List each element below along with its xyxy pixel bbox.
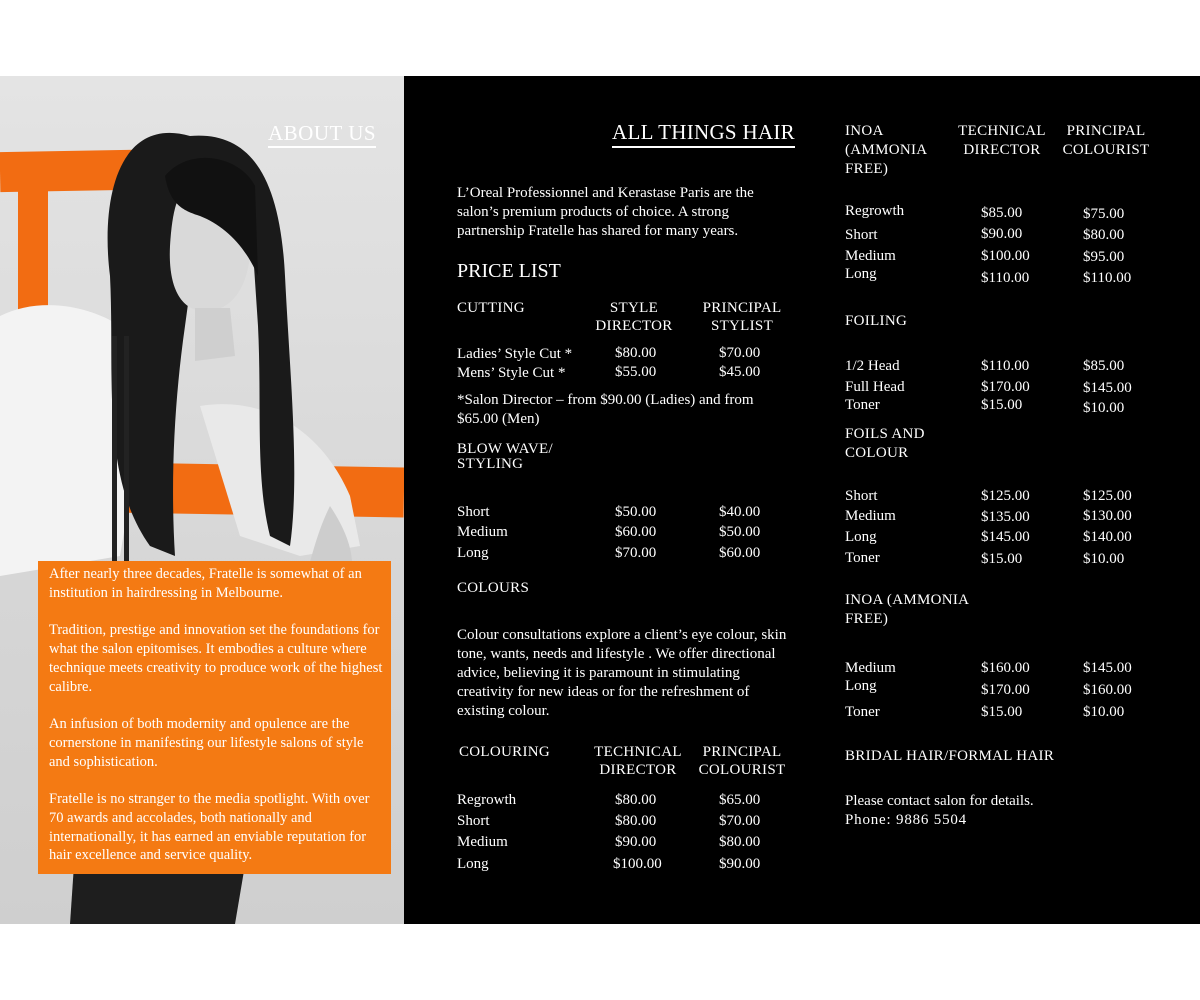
- price-value: $125.00: [1083, 488, 1132, 504]
- price-value: $90.00: [719, 856, 761, 872]
- price-value: $90.00: [615, 834, 657, 850]
- price-value: $15.00: [981, 551, 1023, 567]
- price-item-name: Long: [457, 856, 489, 872]
- about-us-title: ABOUT US: [268, 122, 376, 148]
- technical-director-header: TECHNICAL DIRECTOR: [958, 123, 1046, 158]
- price-item-name: Short: [457, 504, 490, 520]
- price-value: $80.00: [719, 834, 761, 850]
- price-value: $60.00: [719, 545, 761, 561]
- price-value: $75.00: [1083, 206, 1125, 222]
- price-value: $80.00: [615, 813, 657, 829]
- salon-director-note: *Salon Director – from $90.00 (Ladies) and from $65.00 (Men): [457, 392, 754, 427]
- price-item-name: 1/2 Head: [845, 358, 900, 374]
- about-paragraph: Tradition, prestige and innovation set the foundations for what the salon epitomises. It embodies a culture where technique meets creativity to produce work of the highest calibre.: [49, 622, 383, 695]
- price-value: $70.00: [615, 545, 657, 561]
- price-value: $80.00: [1083, 227, 1125, 243]
- principal-colourist-header: PRINCIPAL COLOURIST: [698, 744, 786, 778]
- cutting-header: CUTTING: [457, 300, 525, 316]
- technical-director-header: TECHNICAL DIRECTOR: [594, 744, 682, 778]
- style-director-header: STYLE DIRECTOR: [595, 300, 673, 334]
- price-value: $145.00: [1083, 380, 1132, 396]
- price-value: $15.00: [981, 397, 1023, 413]
- price-value: $10.00: [1083, 704, 1125, 720]
- price-value: $55.00: [615, 364, 657, 380]
- colours-description: Colour consultations explore a client’s eye colour, skin tone, wants, needs and lifestyle . We offer directional advice, believing it is paramount in stimulating creativity for new ideas or for the refreshment of existing colour.: [457, 627, 787, 719]
- price-value: $85.00: [981, 205, 1023, 221]
- colours-header: COLOURS: [457, 580, 530, 596]
- foiling-header: FOILING: [845, 313, 908, 329]
- price-value: $170.00: [981, 379, 1030, 395]
- price-item-name: Full Head: [845, 379, 905, 395]
- price-value: $70.00: [719, 813, 761, 829]
- price-value: $110.00: [981, 358, 1030, 374]
- price-value: $50.00: [719, 524, 761, 540]
- price-item-name: Toner: [845, 704, 880, 720]
- inoa-header: INOA (AMMONIA FREE): [845, 123, 927, 177]
- price-item-name: Medium: [845, 508, 896, 524]
- price-value: $10.00: [1083, 551, 1125, 567]
- about-us-text-box: [38, 561, 391, 874]
- price-value: $95.00: [1083, 249, 1125, 265]
- price-item-name: Short: [845, 488, 878, 504]
- price-item-name: Regrowth: [845, 203, 905, 219]
- price-item-name: Long: [845, 529, 877, 545]
- price-value: $145.00: [981, 529, 1030, 545]
- principal-colourist-header: PRINCIPAL COLOURIST: [1062, 123, 1150, 158]
- price-item-name: Long: [457, 545, 489, 561]
- price-item-name: Medium: [457, 524, 508, 540]
- price-value: $145.00: [1083, 660, 1132, 676]
- price-item-name: Mens’ Style Cut *: [457, 365, 566, 381]
- price-value: $85.00: [1083, 358, 1125, 374]
- contact-text: Please contact salon for details.: [845, 793, 1034, 809]
- price-value: $110.00: [981, 270, 1030, 286]
- price-item-name: Medium: [457, 834, 508, 850]
- price-value: $90.00: [981, 226, 1023, 242]
- price-value: $80.00: [615, 792, 657, 808]
- price-value: $50.00: [615, 504, 657, 520]
- price-item-name: Long: [845, 678, 877, 694]
- inoa-ammonia-free-header: INOA (AMMONIA FREE): [845, 592, 969, 627]
- price-item-name: Long: [845, 266, 877, 282]
- price-value: $100.00: [981, 248, 1030, 264]
- principal-stylist-header: PRINCIPAL STYLIST: [702, 300, 782, 334]
- about-paragraph: An infusion of both modernity and opulence are the cornerstone in manifesting our lifestyle salons of style and sophistication.: [49, 716, 364, 770]
- bridal-hair-header: BRIDAL HAIR/FORMAL HAIR: [845, 748, 1055, 764]
- phone-number: Phone: 9886 5504: [845, 812, 967, 828]
- price-value: $10.00: [1083, 400, 1125, 416]
- price-item-name: Toner: [845, 397, 880, 413]
- about-paragraph: After nearly three decades, Fratelle is somewhat of an institution in hairdressing in Melbourne.: [49, 566, 362, 601]
- price-value: $135.00: [981, 509, 1030, 525]
- price-value: $160.00: [1083, 682, 1132, 698]
- price-value: $40.00: [719, 504, 761, 520]
- about-paragraph: Fratelle is no stranger to the media spotlight. With over 70 awards and accolades, both nationally and internationally, it has earned an enviable reputation for hair excellence and service quality.: [49, 791, 370, 864]
- blow-wave-header: BLOW WAVE/ STYLING: [457, 441, 553, 472]
- price-value: $70.00: [719, 345, 761, 361]
- price-item-name: Short: [457, 813, 490, 829]
- price-value: $125.00: [981, 488, 1030, 504]
- price-value: $140.00: [1083, 529, 1132, 545]
- price-item-name: Toner: [845, 550, 880, 566]
- all-things-hair-title: ALL THINGS HAIR: [612, 120, 795, 148]
- price-item-name: Short: [845, 227, 878, 243]
- price-item-name: Regrowth: [457, 792, 517, 808]
- price-value: $160.00: [981, 660, 1030, 676]
- price-value: $110.00: [1083, 270, 1132, 286]
- price-item-name: Medium: [845, 248, 896, 264]
- foils-and-colour-header: FOILS AND COLOUR: [845, 426, 925, 461]
- price-value: $15.00: [981, 704, 1023, 720]
- price-value: $100.00: [613, 856, 662, 872]
- price-item-name: Ladies’ Style Cut *: [457, 346, 573, 362]
- price-value: $170.00: [981, 682, 1030, 698]
- price-value: $130.00: [1083, 508, 1132, 524]
- price-list-title: PRICE LIST: [457, 260, 561, 282]
- intro-text: L’Oreal Professionnel and Kerastase Paris are the salon’s premium products of choice. A strong partnership Fratelle has shared for many years.: [457, 185, 754, 239]
- price-value: $80.00: [615, 345, 657, 361]
- colouring-header: COLOURING: [459, 744, 551, 760]
- price-item-name: Medium: [845, 660, 896, 676]
- price-value: $65.00: [719, 792, 761, 808]
- price-value: $45.00: [719, 364, 761, 380]
- price-value: $60.00: [615, 524, 657, 540]
